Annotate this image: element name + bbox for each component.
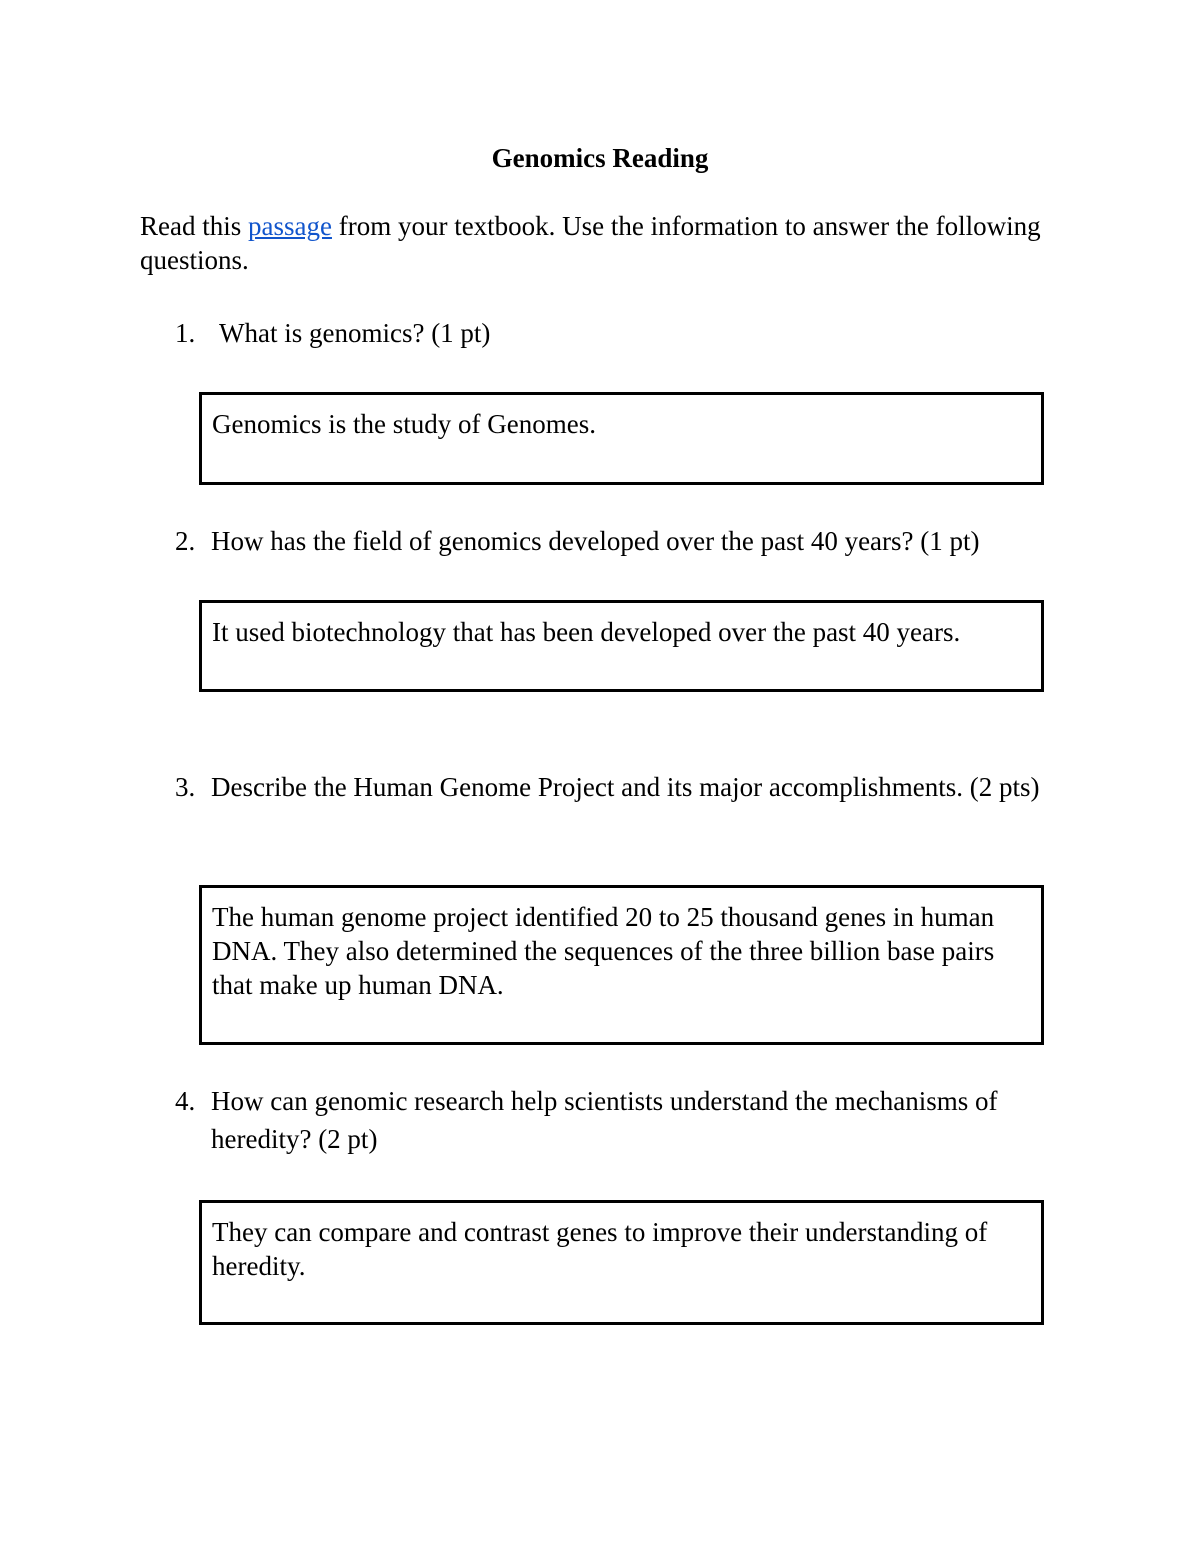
question-text: Describe the Human Genome Project and its major accomplishments. (2 pts) [211, 772, 1040, 802]
answer-text: Genomics is the study of Genomes. [212, 409, 596, 439]
question-number: 2. [175, 526, 196, 556]
passage-link[interactable]: passage [248, 211, 332, 241]
question-text: How can genomic research help scientists understand the mechanisms of heredity? (2 pt) [211, 1086, 998, 1154]
question-2 [175, 522, 1065, 560]
question-number: 4. [175, 1086, 196, 1116]
answer-box-3[interactable] [199, 885, 1044, 1045]
question-number: 1. [175, 318, 196, 348]
question-3 [175, 768, 1065, 806]
answer-text: They can compare and contrast genes to improve their understanding of heredity. [212, 1217, 988, 1281]
question-text: How has the field of genomics developed over the past 40 years? (1 pt) [211, 526, 980, 556]
answer-box-4[interactable] [199, 1200, 1044, 1325]
answer-text: It used biotechnology that has been developed over the past 40 years. [212, 617, 961, 647]
question-number: 3. [175, 772, 196, 802]
question-text: What is genomics? (1 pt) [219, 318, 491, 348]
answer-text: The human genome project identified 20 to 25 thousand genes in human DNA. They also determined the sequences of the three billion base pairs that make up human DNA. [212, 902, 995, 1000]
answer-box-2[interactable] [199, 600, 1044, 692]
page-title: Genomics Reading [491, 143, 709, 173]
question-1 [175, 314, 1065, 352]
answer-box-1[interactable] [199, 392, 1044, 485]
question-4 [175, 1082, 1065, 1158]
intro-paragraph [140, 209, 1060, 277]
intro-text-before-link: Read this [140, 211, 248, 241]
intro-text-after-link: from your textbook. Use the information to answer the following questions. [140, 211, 1041, 275]
